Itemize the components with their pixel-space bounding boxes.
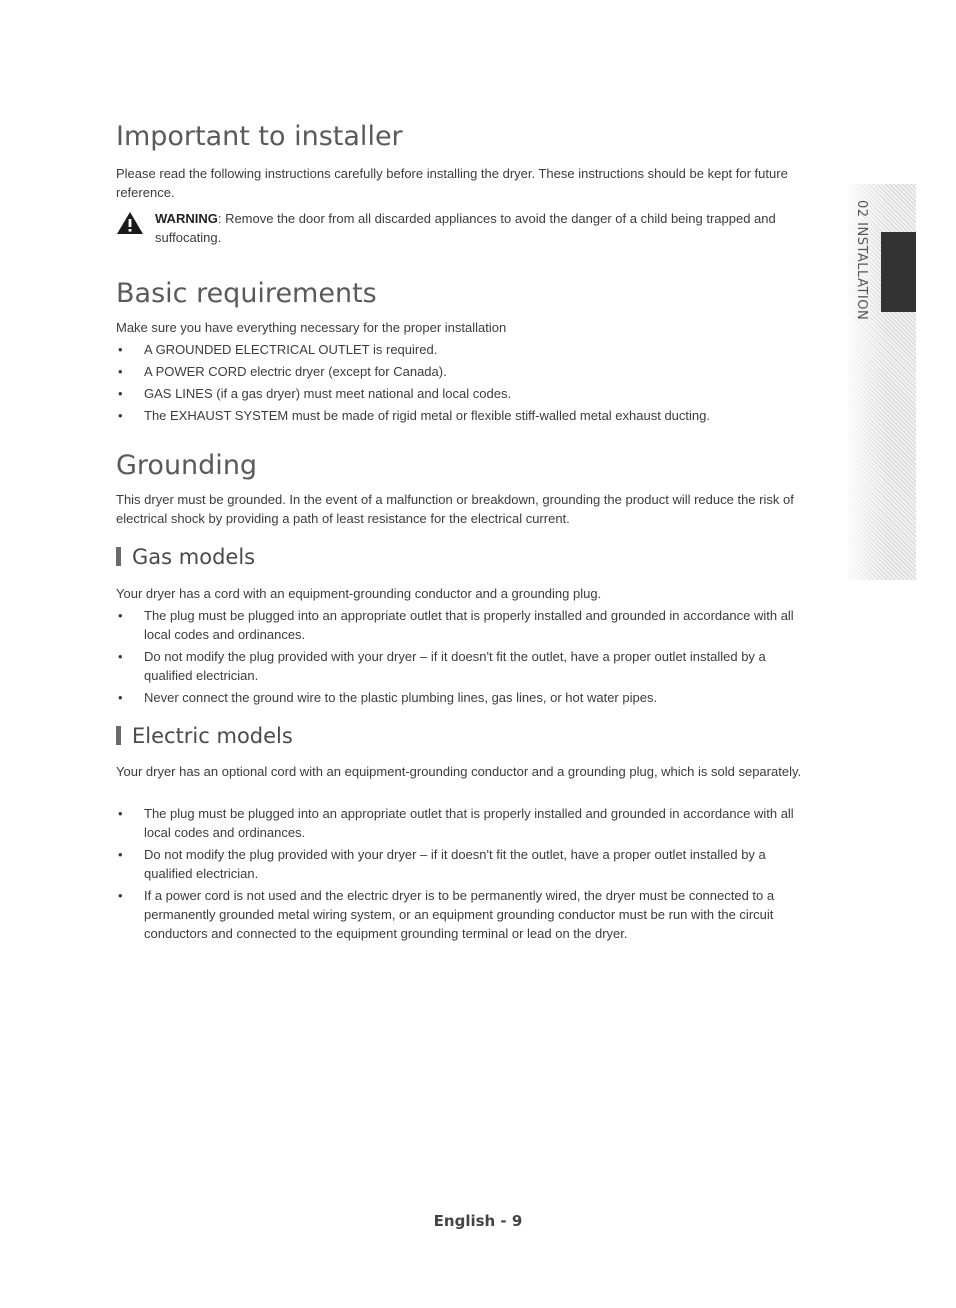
warning-block [116, 209, 806, 247]
list-item: • A GROUNDED ELECTRICAL OUTLET is required. [118, 342, 438, 357]
warning-text: WARNING: Remove the door from all discarded appliances to avoid the danger of a child being trapped and suffocating. [155, 211, 776, 245]
heading-bar [116, 547, 121, 566]
list-item: • Do not modify the plug provided with your dryer – if it doesn't fit the outlet, have a proper outlet installed by a qualified electrician. [118, 847, 766, 881]
chapter-tab-label: 02 INSTALLATION [854, 200, 869, 321]
gas-models-list [116, 606, 806, 710]
heading-bar [116, 726, 121, 745]
electric-models-heading: Electric models [116, 724, 293, 748]
grounding-heading: Grounding [116, 450, 258, 481]
important-intro: Please read the following instructions carefully before installing the dryer. These instructions should be kept for future reference. [116, 166, 788, 200]
list-item: • GAS LINES (if a gas dryer) must meet national and local codes. [118, 386, 512, 401]
list-item: • Never connect the ground wire to the plastic plumbing lines, gas lines, or hot water pipes. [118, 690, 658, 705]
important-heading: Important to installer [116, 121, 403, 152]
electric-models-list [116, 804, 806, 946]
basic-requirements-list [116, 340, 806, 428]
gas-models-heading: Gas models [116, 545, 255, 569]
page-number: English - 9 [433, 1212, 523, 1230]
chapter-tab-marker [881, 232, 916, 312]
basic-requirements-intro: Make sure you have everything necessary for the proper installation [116, 320, 507, 335]
warning-icon [116, 211, 144, 235]
grounding-intro: This dryer must be grounded. In the event of a malfunction or breakdown, grounding the product will reduce the risk of electrical shock by providing a path of least resistance for the electrical current. [116, 492, 794, 526]
list-item: • The plug must be plugged into an appropriate outlet that is properly installed and grounded in accordance with all local codes and ordinances. [118, 806, 794, 840]
list-item: • The EXHAUST SYSTEM must be made of rigid metal or flexible stiff-walled metal exhaust ducting. [118, 408, 710, 423]
list-item: • If a power cord is not used and the electric dryer is to be permanently wired, the dryer must be connected to a permanently grounded metal wiring system, or an equipment grounding conductor must be run with the circuit conductors and connected to the equipment grounding terminal or lead on the dryer. [118, 888, 775, 941]
electric-models-intro: Your dryer has an optional cord with an equipment-grounding conductor and a grounding plug, which is sold separately. [116, 764, 802, 779]
warning-label: WARNING [155, 211, 218, 226]
gas-models-intro: Your dryer has a cord with an equipment-grounding conductor and a grounding plug. [116, 586, 602, 601]
list-item: • A POWER CORD electric dryer (except for Canada). [118, 364, 447, 379]
basic-requirements-heading: Basic requirements [116, 278, 377, 309]
list-item: • The plug must be plugged into an appropriate outlet that is properly installed and grounded in accordance with all local codes and ordinances. [118, 608, 794, 642]
list-item: • Do not modify the plug provided with your dryer – if it doesn't fit the outlet, have a proper outlet installed by a qualified electrician. [118, 649, 766, 683]
